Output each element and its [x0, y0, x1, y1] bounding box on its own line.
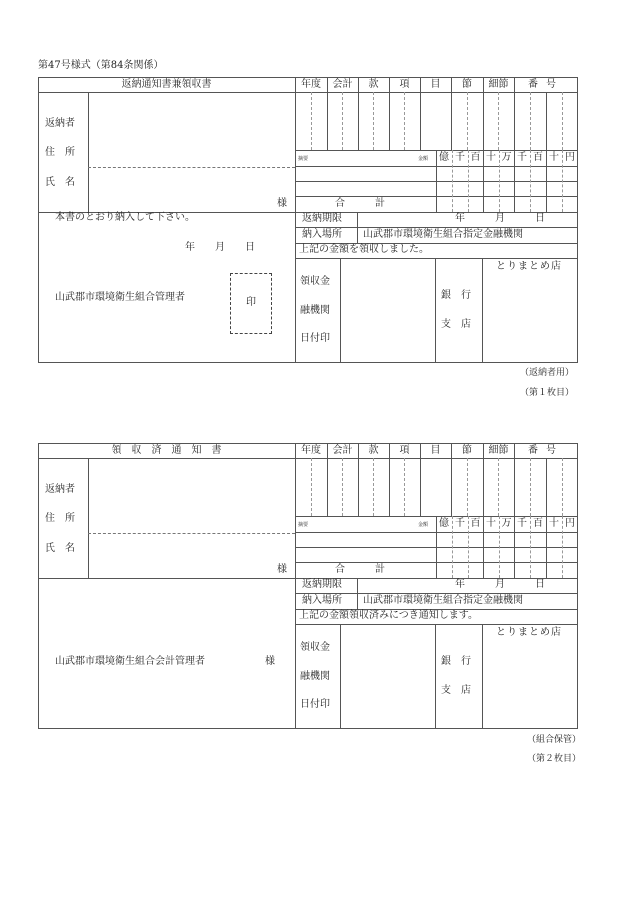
bank-stamp-label-3: 日付印: [300, 333, 330, 344]
digit-juu2: 十: [549, 152, 559, 163]
address-label: 住 所: [45, 513, 75, 524]
digit-juu: 十: [486, 518, 496, 529]
col-account: 会計: [332, 445, 353, 456]
copy-number: （第２枚目）: [527, 754, 582, 764]
col-setsu: 節: [462, 445, 472, 456]
digit-oku: 億: [439, 518, 449, 529]
col-kou: 項: [399, 445, 410, 456]
bank-stamp-field[interactable]: [342, 626, 434, 727]
digit-juu2: 十: [549, 518, 559, 529]
branch-label: 支 店: [441, 319, 471, 330]
deadline-value: 年 月 日: [455, 579, 545, 590]
name-label: 氏 名: [45, 543, 75, 554]
issue-date: 年 月 日: [185, 242, 255, 253]
digit-sen: 千: [455, 152, 465, 163]
amount-label: 金額: [418, 522, 429, 528]
copy-number: （第１枚目）: [520, 388, 575, 398]
name-field[interactable]: [92, 170, 272, 208]
col-moku: 目: [430, 445, 441, 456]
digit-hyaku: 百: [470, 152, 481, 163]
form-number: 第47号様式（第84条関係）: [38, 60, 164, 71]
bank-stamp-label-1: 領収金: [300, 276, 330, 287]
name-field[interactable]: [92, 536, 272, 574]
place-value: 山武郡市環境衛生組合指定金融機関: [363, 595, 523, 606]
honorific: 様: [277, 198, 287, 209]
copy-purpose: （組合保管）: [527, 735, 582, 745]
bank-label: 銀 行: [441, 656, 471, 667]
col-setsu: 節: [462, 79, 472, 90]
payer-label: 返納者: [45, 118, 75, 129]
receipt-statement: 上記の金額領収済みにつき通知します。: [299, 610, 478, 621]
digit-yen: 円: [565, 152, 575, 163]
copy-purpose: （返納者用）: [520, 368, 575, 378]
digit-sen2: 千: [517, 518, 527, 529]
consolidating-branch: とりまとめ店: [496, 261, 562, 272]
digit-oku: 億: [439, 152, 449, 163]
seal-label: 印: [246, 297, 256, 308]
form-title: 領 収 済 通 知 書: [111, 445, 222, 456]
bank-stamp-field[interactable]: [342, 260, 434, 361]
summary-label: 摘要: [298, 156, 309, 162]
digit-man: 万: [501, 518, 512, 529]
digit-sen2: 千: [517, 152, 527, 163]
branch-label: 支 店: [441, 685, 471, 696]
address-field[interactable]: [92, 96, 292, 164]
form-title: 返納通知書兼領収書: [121, 79, 212, 90]
col-saisetsu: 細節: [488, 445, 509, 456]
col-kan: 款: [368, 445, 379, 456]
col-fiscal-year: 年度: [301, 79, 321, 90]
digit-juu: 十: [486, 152, 496, 163]
instruction-text: 本書のとおり納入して下さい。: [55, 212, 195, 223]
bank-label: 銀 行: [441, 290, 471, 301]
address-label: 住 所: [45, 147, 75, 158]
place-label: 納入場所: [302, 595, 342, 606]
payer-label: 返納者: [45, 484, 75, 495]
form-1: [0, 0, 630, 420]
col-number: 番号: [528, 79, 564, 90]
col-fiscal-year: 年度: [301, 445, 321, 456]
deadline-label: 返納期限: [302, 579, 342, 590]
bank-stamp-label-2: 融機関: [300, 305, 330, 316]
total-label: 合 計: [335, 564, 385, 575]
col-kan: 款: [368, 79, 379, 90]
address-field[interactable]: [92, 462, 292, 530]
summary-label: 摘要: [298, 522, 309, 528]
issuer-honorific: 様: [265, 656, 275, 667]
total-label: 合 計: [335, 198, 385, 209]
bank-stamp-label-1: 領収金: [300, 642, 330, 653]
digit-hyaku2: 百: [533, 518, 543, 529]
digit-man: 万: [501, 152, 512, 163]
digit-sen: 千: [455, 518, 465, 529]
bank-stamp-label-3: 日付印: [300, 699, 330, 710]
receipt-statement: 上記の金額を領収しました。: [299, 244, 429, 255]
deadline-value: 年 月 日: [455, 213, 545, 224]
place-value: 山武郡市環境衛生組合指定金融機関: [363, 229, 523, 240]
digit-hyaku2: 百: [533, 152, 543, 163]
col-kou: 項: [399, 79, 410, 90]
deadline-label: 返納期限: [302, 213, 342, 224]
form-2: [0, 366, 630, 786]
col-moku: 目: [430, 79, 441, 90]
consolidating-branch: とりまとめ店: [496, 627, 562, 638]
col-number: 番号: [528, 445, 564, 456]
amount-label: 金額: [418, 156, 429, 162]
honorific: 様: [277, 564, 287, 575]
digit-yen: 円: [565, 518, 575, 529]
place-label: 納入場所: [302, 229, 342, 240]
name-label: 氏 名: [45, 177, 75, 188]
digit-hyaku: 百: [470, 518, 481, 529]
issuer-name: 山武郡市環境衛生組合管理者: [55, 292, 185, 303]
bank-stamp-label-2: 融機関: [300, 671, 330, 682]
col-account: 会計: [332, 79, 353, 90]
col-saisetsu: 細節: [488, 79, 509, 90]
issuer-name: 山武郡市環境衛生組合会計管理者: [55, 656, 205, 667]
